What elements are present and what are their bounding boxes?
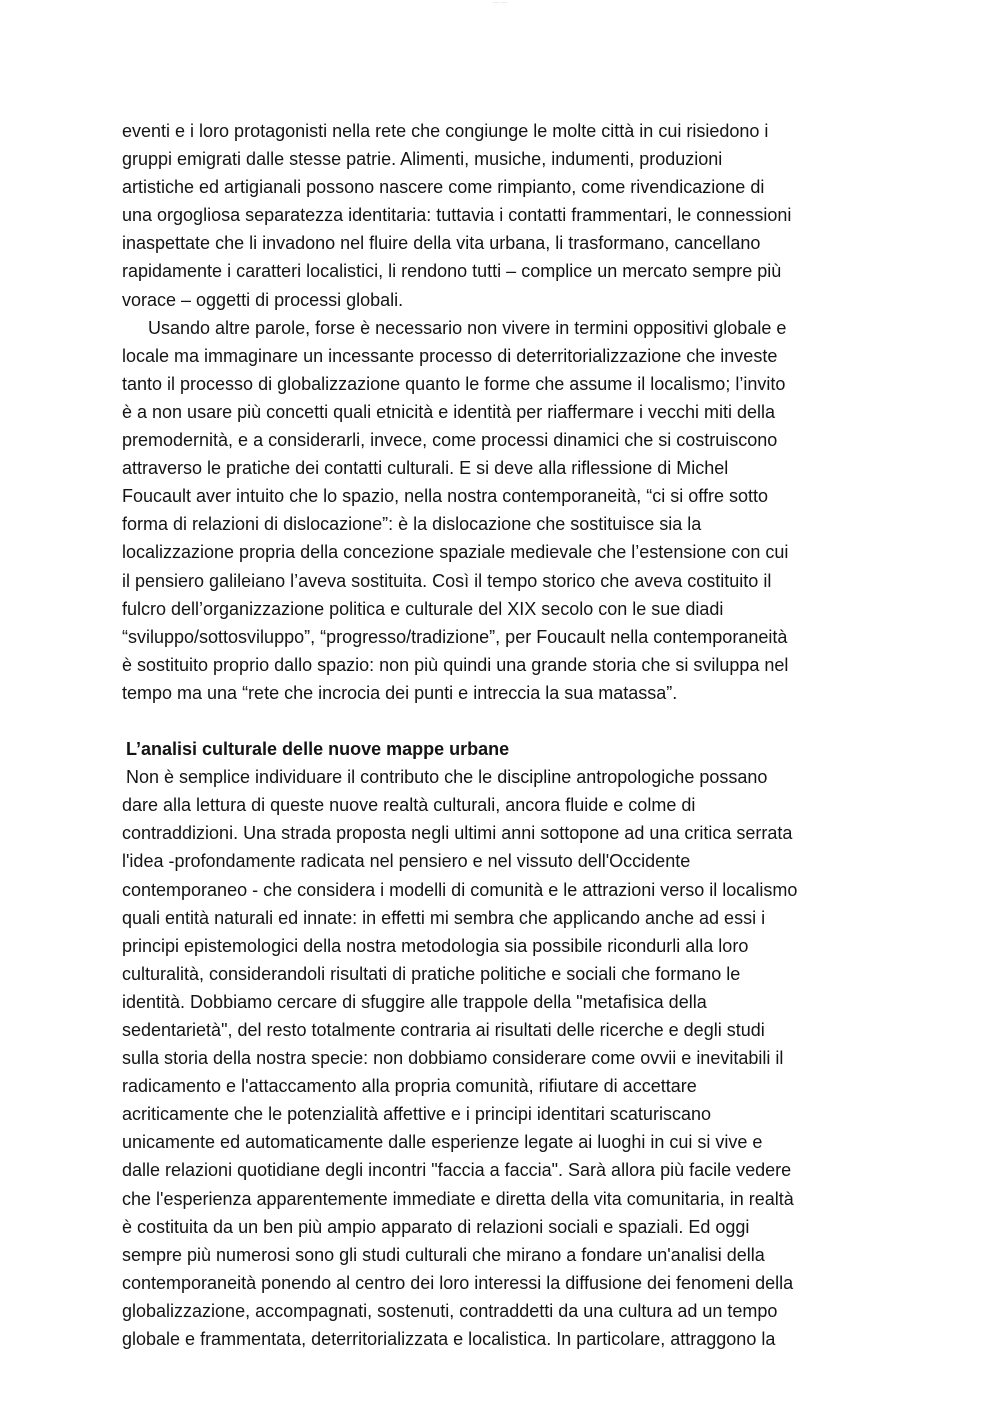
text-line: localizzazione propria della concezione spaziale medievale che l’estensione con cui (122, 542, 789, 563)
text-line: “sviluppo/sottosviluppo”, “progresso/tradizione”, per Foucault nella contemporaneità (122, 626, 788, 647)
paragraph-dislocation (122, 314, 882, 707)
text-line: rapidamente i caratteri localistici, li rendono tutti – complice un mercato sempre più (122, 261, 782, 282)
text-line: sempre più numerosi sono gli studi culturali che mirano a fondare un'analisi della (122, 1244, 765, 1265)
text-line: fulcro dell’organizzazione politica e culturale del XIX secolo con le sue diadi (122, 598, 724, 619)
paragraph-continuation (122, 117, 882, 314)
text-line: dalle relazioni quotidiane degli incontri "faccia a faccia". Sarà allora più facile vedere (122, 1160, 792, 1181)
text-line: globale e frammentata, deterritorializzata e localistica. In particolare, attraggono la (122, 1329, 776, 1350)
text-line: Usando altre parole, forse è necessario non vivere in termini oppositivi globale e (148, 317, 787, 338)
text-line: sulla storia della nostra specie: non dobbiamo considerare come ovvii e inevitabili il (122, 1048, 784, 1069)
text-line: locale ma immaginare un incessante processo di deterritorializzazione che investe (122, 345, 778, 366)
text-line: è a non usare più concetti quali etnicità e identità per riaffermare i vecchi miti della (122, 401, 776, 422)
text-line: sedentarietà", del resto totalmente contraria ai risultati delle ricerche e degli studi (122, 1020, 765, 1040)
text-line: l'idea -profondamente radicata nel pensiero e nel vissuto dell'Occidente (122, 851, 691, 872)
text-line: identità. Dobbiamo cercare di sfuggire alle trappole della "metafisica della (122, 991, 707, 1012)
text-line: inaspettate che li invadono nel fluire della vita urbana, li trasformano, cancellano (122, 233, 761, 254)
text-line: il pensiero galileiano l’aveva sostituita. Così il tempo storico che aveva costituito il (122, 570, 772, 591)
text-line: una orgogliosa separatezza identitaria: tuttavia i contatti frammentari, le connessioni (122, 205, 792, 226)
text-line: contemporaneo - che considera i modelli di comunità e le attrazioni verso il localismo (122, 879, 798, 900)
text-line: eventi e i loro protagonisti nella rete che congiunge le molte città in cui risiedono i (122, 121, 769, 141)
text-line: tanto il processo di globalizzazione quanto le forme che assume il localismo; l’invito (122, 373, 786, 394)
text-line: è sostituito proprio dallo spazio: non più quindi una grande storia che si sviluppa nel (122, 654, 789, 675)
text-line: che l'esperienza apparentemente immediate e diretta della vita comunitaria, in realtà (122, 1188, 794, 1209)
text-line: quali entità naturali ed innate: in effetti mi sembra che applicando anche ad essi i (122, 907, 766, 928)
page-header-mark: —— · —— (492, 0, 508, 4)
paragraph-cultural-analysis (122, 763, 882, 1353)
text-line: radicamento e l'attaccamento alla propria comunità, rifiutare di accettare (122, 1076, 697, 1097)
text-line: tempo ma una “rete che incrocia dei punti e intreccia la sua matassa”. (122, 682, 678, 703)
text-line: principi epistemologici della nostra metodologia sia possibile ricondurli alla loro (122, 935, 749, 956)
text-line: Foucault aver intuito che lo spazio, nella nostra contemporaneità, “ci si offre sotto (122, 486, 769, 507)
text-line: gruppi emigrati dalle stesse patrie. Alimenti, musiche, indumenti, produzioni (122, 149, 723, 170)
text-line: Non è semplice individuare il contributo che le discipline antropologiche possano (126, 767, 768, 788)
section-heading: L’analisi culturale delle nuove mappe urbane (126, 739, 510, 760)
text-line: contemporaneità ponendo al centro dei loro interessi la diffusione dei fenomeni della (122, 1272, 794, 1293)
text-line: contraddizioni. Una strada proposta negli ultimi anni sottopone ad una critica serrata (122, 823, 793, 844)
text-line: acriticamente che le potenzialità affettive e i principi identitari scaturiscano (122, 1104, 711, 1125)
text-line: dare alla lettura di queste nuove realtà culturali, ancora fluide e colme di (122, 795, 696, 816)
text-line: unicamente ed automaticamente dalle esperienze legate ai luoghi in cui si vive e (122, 1132, 763, 1153)
blank-line (122, 707, 882, 735)
text-line: forma di relazioni di dislocazione”: è la dislocazione che sostituisce sia la (122, 514, 702, 535)
text-line: attraverso le pratiche dei contatti culturali. E si deve alla riflessione di Michel (122, 458, 729, 479)
text-line: culturalità, considerandoli risultati di pratiche politiche e sociali che formano le (122, 963, 741, 984)
body-text (122, 117, 882, 1353)
text-line: vorace – oggetti di processi globali. (122, 289, 404, 310)
text-line: premodernità, e a considerarli, invece, come processi dinamici che si costruiscono (122, 430, 778, 451)
text-line: artistiche ed artigianali possono nascere come rimpianto, come rivendicazione di (122, 177, 765, 198)
text-line: globalizzazione, accompagnati, sostenuti, contraddetti da una cultura ad un tempo (122, 1300, 778, 1321)
text-line: è costituita da un ben più ampio apparato di relazioni sociali e spaziali. Ed oggi (122, 1216, 750, 1237)
